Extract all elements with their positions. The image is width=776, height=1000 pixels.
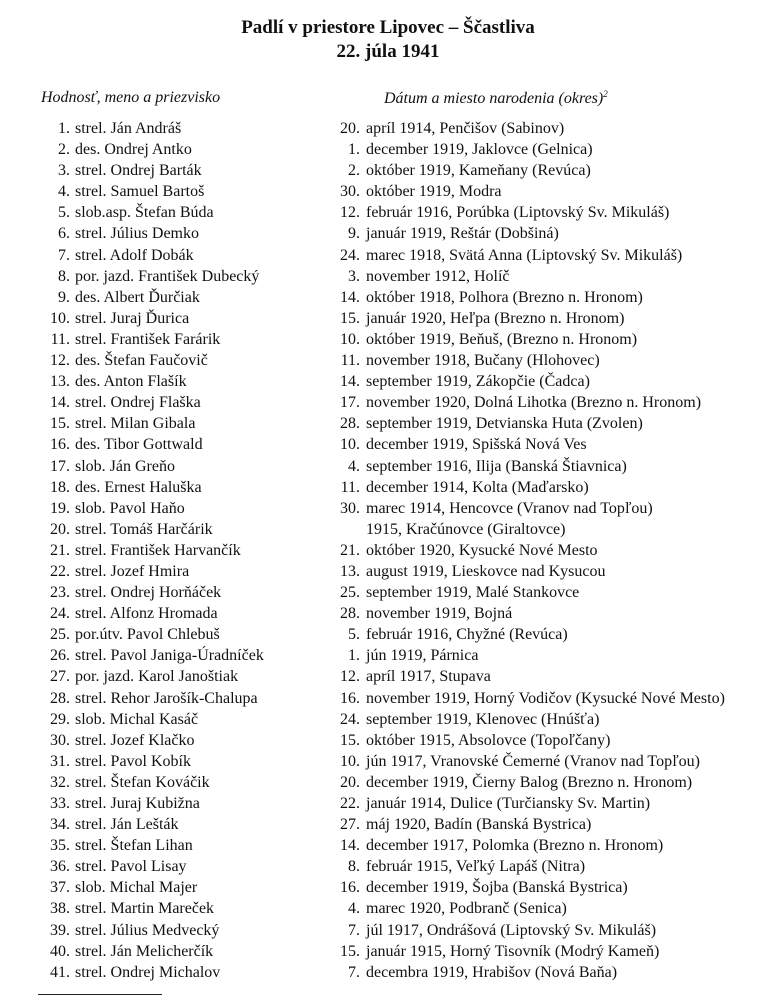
table-row	[0, 582, 776, 603]
rank-and-name: strel. Ján Andráš	[75, 120, 182, 137]
table-row	[0, 645, 776, 666]
birth-day: 7.	[348, 963, 360, 981]
row-number: 15.	[50, 415, 70, 433]
row-number: 30.	[50, 731, 70, 749]
birth-date-place: december 1919, Šojba (Banská Bystrica)	[366, 879, 628, 897]
birth-day: 4.	[348, 457, 360, 475]
row-number: 8.	[58, 267, 70, 285]
table-row	[0, 245, 776, 266]
rank-and-name: slob. Ján Greňo	[75, 457, 175, 475]
birth-date-place: október 1919, Kameňany (Revúca)	[366, 162, 591, 180]
rank-and-name: strel. Július Medvecký	[75, 921, 220, 939]
birth-day: 8.	[348, 858, 360, 876]
birth-day: 1.	[348, 647, 360, 665]
birth-day: 17.	[340, 394, 360, 412]
rank-and-name: slob. Michal Kasáč	[75, 710, 199, 728]
rank-and-name: strel. Ján Melicherčík	[75, 942, 214, 960]
birth-date-place: november 1912, Holíč	[366, 267, 510, 285]
birth-date-place: november 1919, Bojná	[366, 605, 513, 623]
birth-date-place: máj 1920, Badín (Banská Bystrica)	[366, 816, 592, 834]
rank-and-name: strel. Štefan Lihan	[75, 837, 193, 855]
row-number: 24.	[50, 605, 70, 623]
rank-and-name: strel. Alfonz Hromada	[75, 605, 218, 623]
row-number: 32.	[50, 773, 70, 791]
birth-date-place: marec 1918, Svätá Anna (Liptovský Sv. Mikuláš)	[366, 246, 683, 264]
birth-day: 14.	[340, 288, 360, 306]
rank-and-name: strel. Milan Gibala	[75, 415, 196, 433]
page-subtitle-date: 22. júla 1941	[336, 41, 440, 62]
rank-and-name: strel. Tomáš Harčárik	[75, 520, 213, 538]
soldier-list	[0, 118, 776, 983]
birth-day: 15.	[340, 309, 360, 327]
row-number: 19.	[50, 499, 70, 517]
table-row	[0, 371, 776, 392]
column-header-birth-text: Dátum a miesto narodenia (okres)	[384, 90, 604, 107]
birth-day: 4.	[348, 900, 360, 918]
table-row	[0, 751, 776, 772]
birth-day: 24.	[340, 710, 360, 728]
row-number: 25.	[50, 626, 70, 644]
footnote-divider	[38, 994, 162, 995]
rank-and-name: strel. Juraj Ďurica	[75, 309, 190, 327]
birth-day: 10.	[340, 330, 360, 348]
birth-date-place: január 1914, Dulice (Turčiansky Sv. Martin)	[366, 795, 651, 812]
rank-and-name: slob. Michal Majer	[75, 879, 198, 897]
row-number: 34.	[50, 816, 70, 834]
page-title: Padlí v priestore Lipovec – Ščastliva	[241, 17, 535, 38]
table-row	[0, 835, 776, 856]
rank-and-name: strel. Pavol Janiga-Úradníček	[75, 647, 264, 665]
row-number: 22.	[50, 562, 70, 580]
birth-date-place: november 1918, Bučany (Hlohovec)	[366, 352, 600, 370]
birth-date-place: december 1919, Čierny Balog (Brezno n. Hronom)	[366, 773, 693, 791]
rank-and-name: por. jazd. Karol Janoštiak	[75, 668, 239, 686]
table-row	[0, 434, 776, 455]
rank-and-name: des. Štefan Faučovič	[75, 352, 208, 370]
birth-date-place: september 1919, Klenovec (Hnúšťa)	[366, 710, 600, 728]
birth-day: 12.	[340, 668, 360, 686]
birth-day: 16.	[340, 689, 360, 707]
rank-and-name: strel. Ondrej Michalov	[75, 963, 221, 981]
birth-date-place: február 1916, Chyžné (Revúca)	[366, 626, 568, 644]
row-number: 9.	[58, 288, 70, 306]
birth-day: 30.	[340, 183, 360, 201]
birth-date-place: marec 1920, Podbranč (Senica)	[366, 900, 567, 918]
table-row	[0, 772, 776, 793]
rank-and-name: strel. Samuel Bartoš	[75, 183, 205, 201]
row-number: 37.	[50, 879, 70, 897]
birth-date-place: september 1919, Malé Stankovce	[366, 584, 580, 602]
rank-and-name: strel. Ondrej Flaška	[75, 394, 201, 412]
table-row	[0, 624, 776, 645]
table-row	[0, 920, 776, 941]
row-number: 35.	[50, 837, 70, 855]
rank-and-name: strel. František Farárik	[75, 330, 221, 348]
rank-and-name: strel. Jozef Klačko	[75, 731, 195, 749]
row-number: 20.	[50, 520, 70, 538]
birth-day: 10.	[340, 752, 360, 770]
birth-date-place: september 1916, Ilija (Banská Štiavnica)	[366, 457, 627, 475]
birth-date-place: november 1919, Horný Vodičov (Kysucké Nové Mesto)	[366, 689, 725, 707]
row-number: 4.	[58, 183, 70, 201]
birth-date-place: december 1919, Spišská Nová Ves	[366, 436, 587, 454]
birth-date-place: júl 1917, Ondrášová (Liptovský Sv. Mikuláš)	[366, 921, 657, 939]
birth-day: 25.	[340, 584, 360, 602]
rank-and-name: strel. Ondrej Barták	[75, 162, 202, 180]
row-number: 31.	[50, 752, 70, 770]
birth-day: 16.	[340, 879, 360, 897]
table-row	[0, 308, 776, 329]
birth-day: 3.	[348, 267, 360, 285]
rank-and-name: slob. Pavol Haňo	[75, 499, 185, 517]
row-number: 23.	[50, 584, 70, 602]
rank-and-name: des. Anton Flašík	[75, 373, 187, 391]
footnote-marker: 2	[603, 89, 608, 99]
row-number: 1.	[58, 120, 70, 137]
table-row	[0, 561, 776, 582]
birth-day: 28.	[340, 605, 360, 623]
row-number: 29.	[50, 710, 70, 728]
birth-date-place: október 1915, Absolovce (Topoľčany)	[366, 731, 611, 749]
table-row	[0, 139, 776, 160]
rank-and-name: slob.asp. Štefan Búda	[75, 204, 214, 222]
birth-date-place: jún 1919, Párnica	[366, 647, 479, 665]
row-number: 38.	[50, 900, 70, 918]
birth-day: 21.	[340, 541, 360, 559]
birth-day: 15.	[340, 942, 360, 960]
birth-date-place: október 1920, Kysucké Nové Mesto	[366, 541, 598, 559]
table-row	[0, 877, 776, 898]
birth-date-place: december 1914, Kolta (Maďarsko)	[366, 478, 589, 496]
birth-date-place: február 1916, Porúbka (Liptovský Sv. Mikuláš)	[366, 204, 670, 222]
table-row	[0, 941, 776, 962]
row-number: 3.	[58, 162, 70, 180]
birth-date-place: jún 1917, Vranovské Čemerné (Vranov nad Topľou)	[366, 752, 700, 770]
rank-and-name: strel. Juraj Kubižna	[75, 795, 200, 812]
table-row	[0, 266, 776, 287]
birth-day: 28.	[340, 415, 360, 433]
birth-day: 20.	[340, 773, 360, 791]
birth-date-place: decembra 1919, Hrabišov (Nová Baňa)	[366, 963, 618, 981]
row-number: 18.	[50, 478, 70, 496]
birth-date-place: október 1919, Modra	[366, 183, 502, 201]
row-number: 41.	[50, 963, 70, 981]
rank-and-name: strel. Pavol Kobík	[75, 752, 191, 770]
birth-date-place: august 1919, Lieskovce nad Kysucou	[366, 562, 606, 580]
rank-and-name: strel. Adolf Dobák	[75, 246, 194, 264]
birth-day: 20.	[340, 120, 360, 137]
row-number: 10.	[50, 309, 70, 327]
rank-and-name: des. Albert Ďurčiak	[75, 288, 200, 306]
table-row	[0, 793, 776, 814]
birth-date-place: december 1919, Jaklovce (Gelnica)	[366, 141, 593, 159]
table-row	[0, 287, 776, 308]
table-row	[0, 181, 776, 202]
rank-and-name: strel. Július Demko	[75, 225, 199, 243]
birth-day: 12.	[340, 204, 360, 222]
birth-day: 10.	[340, 436, 360, 454]
table-row	[0, 709, 776, 730]
birth-day: 5.	[348, 626, 360, 644]
birth-date-place: január 1919, Reštár (Dobšiná)	[366, 225, 559, 243]
birth-day: 14.	[340, 837, 360, 855]
birth-date-place: 1915, Kračúnovce (Giraltovce)	[366, 520, 566, 538]
row-number: 26.	[50, 647, 70, 665]
table-row	[0, 962, 776, 983]
row-number: 14.	[50, 394, 70, 412]
row-number: 6.	[58, 225, 70, 243]
table-row	[0, 477, 776, 498]
birth-day: 30.	[340, 499, 360, 517]
rank-and-name: des. Tibor Gottwald	[75, 436, 203, 454]
table-row	[0, 456, 776, 477]
row-number: 13.	[50, 373, 70, 391]
table-row	[0, 519, 776, 540]
table-row	[0, 856, 776, 877]
birth-date-place: apríl 1917, Stupava	[366, 668, 491, 686]
table-row	[0, 350, 776, 371]
rank-and-name: por.útv. Pavol Chlebuš	[75, 626, 220, 644]
row-number: 21.	[50, 541, 70, 559]
table-row	[0, 413, 776, 434]
rank-and-name: strel. Ondrej Horňáček	[75, 584, 222, 602]
rank-and-name: strel. Rehor Jarošík-Chalupa	[75, 689, 258, 707]
birth-date-place: september 1919, Detvianska Huta (Zvolen)	[366, 415, 643, 433]
table-row	[0, 814, 776, 835]
birth-date-place: december 1917, Polomka (Brezno n. Hronom)	[366, 837, 664, 855]
birth-day: 24.	[340, 246, 360, 264]
row-number: 7.	[58, 246, 70, 264]
birth-date-place: marec 1914, Hencovce (Vranov nad Topľou)	[366, 499, 653, 517]
table-row	[0, 202, 776, 223]
birth-date-place: november 1920, Dolná Lihotka (Brezno n. Hronom)	[366, 394, 702, 412]
table-row	[0, 392, 776, 413]
rank-and-name: strel. Štefan Kováčik	[75, 773, 210, 791]
birth-date-place: október 1918, Polhora (Brezno n. Hronom)	[366, 288, 643, 306]
table-row	[0, 603, 776, 624]
rank-and-name: strel. Ján Lešták	[75, 816, 179, 834]
table-row	[0, 160, 776, 181]
birth-day: 7.	[348, 921, 360, 939]
birth-date-place: september 1919, Zákopčie (Čadca)	[366, 373, 590, 391]
rank-and-name: por. jazd. František Dubecký	[75, 267, 260, 285]
table-row	[0, 898, 776, 919]
row-number: 17.	[50, 457, 70, 475]
table-row	[0, 118, 776, 139]
row-number: 11.	[50, 330, 70, 348]
table-row	[0, 688, 776, 709]
birth-date-place: apríl 1914, Penčišov (Sabinov)	[366, 120, 565, 137]
rank-and-name: des. Ernest Haluška	[75, 478, 202, 496]
rank-and-name: des. Ondrej Antko	[75, 141, 192, 159]
row-number: 5.	[58, 204, 70, 222]
birth-date-place: január 1915, Horný Tisovník (Modrý Kameň)	[366, 942, 660, 960]
column-header-birth	[384, 89, 608, 108]
rank-and-name: strel. František Harvančík	[75, 541, 241, 559]
row-number: 36.	[50, 858, 70, 876]
birth-day: 22.	[340, 795, 360, 812]
birth-day: 13.	[340, 562, 360, 580]
row-number: 28.	[50, 689, 70, 707]
table-row	[0, 730, 776, 751]
rank-and-name: strel. Jozef Hmira	[75, 562, 190, 580]
birth-date-place: január 1920, Heľpa (Brezno n. Hronom)	[366, 309, 625, 327]
table-row	[0, 329, 776, 350]
rank-and-name: strel. Pavol Lisay	[75, 858, 187, 876]
birth-day: 1.	[348, 141, 360, 159]
table-row	[0, 666, 776, 687]
birth-day: 11.	[340, 352, 360, 370]
birth-day: 11.	[340, 478, 360, 496]
birth-date-place: október 1919, Beňuš, (Brezno n. Hronom)	[366, 330, 638, 348]
column-header-name: Hodnosť, meno a priezvisko	[41, 89, 221, 106]
birth-date-place: február 1915, Veľký Lapáš (Nitra)	[366, 858, 586, 876]
table-row	[0, 223, 776, 244]
row-number: 16.	[50, 436, 70, 454]
birth-day: 14.	[340, 373, 360, 391]
row-number: 27.	[50, 668, 70, 686]
birth-day: 27.	[340, 816, 360, 834]
birth-day: 2.	[348, 162, 360, 180]
row-number: 39.	[50, 921, 70, 939]
row-number: 2.	[58, 141, 70, 159]
table-row	[0, 540, 776, 561]
table-row	[0, 498, 776, 519]
row-number: 33.	[50, 795, 70, 812]
birth-day: 15.	[340, 731, 360, 749]
row-number: 12.	[50, 352, 70, 370]
row-number: 40.	[50, 942, 70, 960]
rank-and-name: strel. Martin Mareček	[75, 900, 215, 918]
birth-day: 9.	[348, 225, 360, 243]
